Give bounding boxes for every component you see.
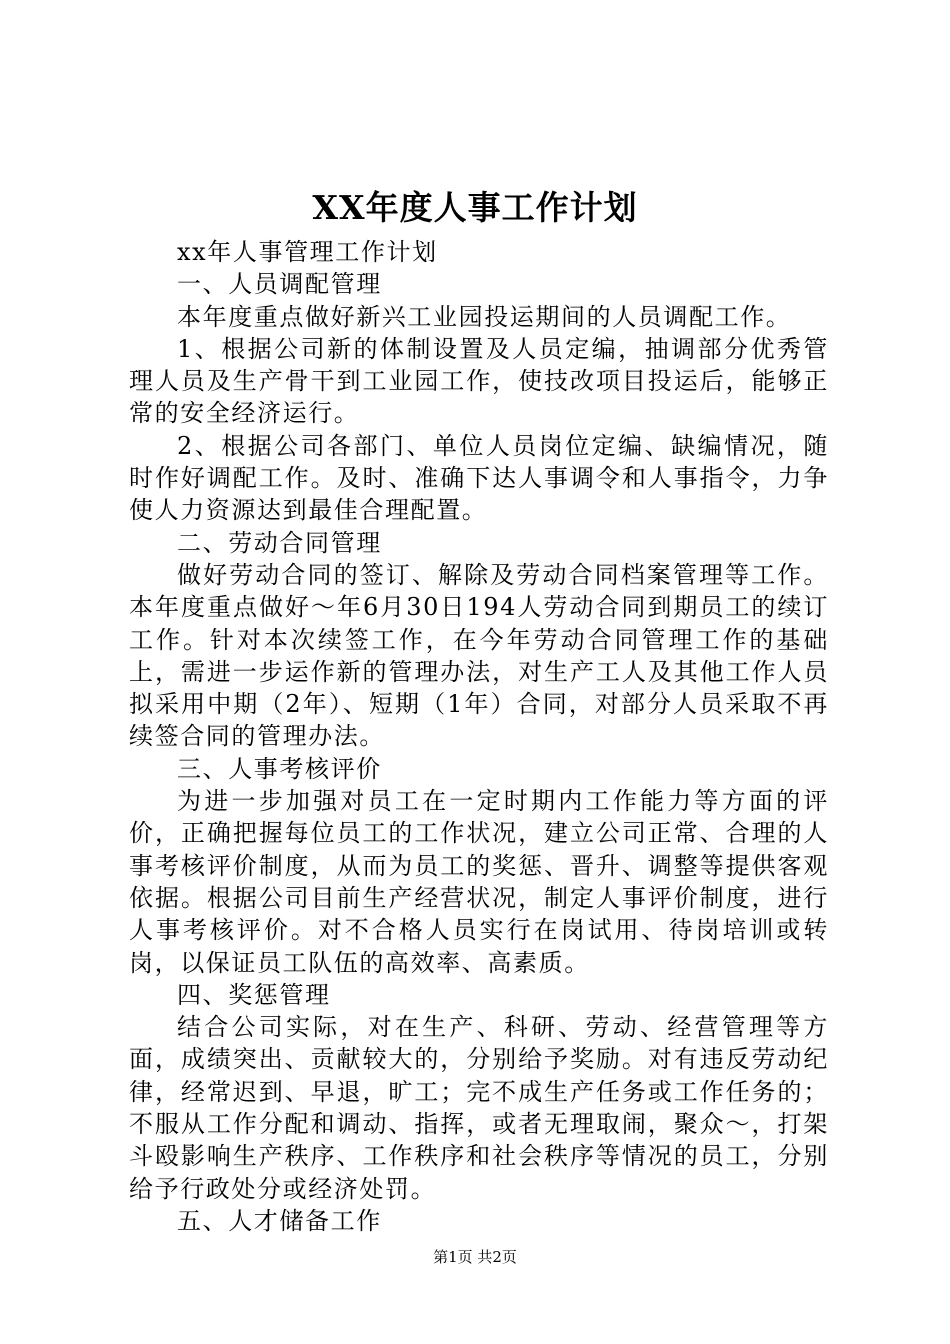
doc-subtitle: xx年人事管理工作计划	[177, 238, 438, 266]
section-heading-2: 二、劳动合同管理	[177, 528, 382, 557]
paragraph: 本年度重点做好新兴工业园投运期间的人员调配工作。	[177, 302, 792, 331]
paragraph: 结合公司实际，对在生产、科研、劳动、经营管理等方面，成绩突出、贡献较大的，分别给予奖励。对有违反劳动纪律，经常迟到、早退，旷工；完不成生产任务或工作任务的；不服从工作分配和调动、指挥，或者无理取闹，聚众～，打架斗殴影响生产秩序、工作秩序和社会秩序等情况的员工，分别给予行政处分或经济处罚。	[129, 1013, 829, 1203]
document-title: XX年度人事工作计划	[312, 188, 638, 227]
paragraph: 1、根据公司新的体制设置及人员定编，抽调部分优秀管理人员及生产骨干到工业园工作，使技改项目投运后，能够正常的安全经济运行。	[129, 334, 829, 428]
section-heading-4: 四、奖惩管理	[177, 980, 331, 1009]
document-body	[129, 236, 829, 1237]
section-heading-3: 三、人事考核评价	[177, 754, 382, 783]
section-heading-5: 五、人才储备工作	[177, 1206, 382, 1235]
page-footer: 第1页 共2页	[433, 1248, 517, 1266]
paragraph: 为进一步加强对员工在一定时期内工作能力等方面的评价，正确把握每位员工的工作状况，建立公司正常、合理的人事考核评价制度，从而为员工的奖惩、晋升、调整等提供客观依据。根据公司目前生产经营状况，制定人事评价制度，进行人事考核评价。对不合格人员实行在岗试用、待岗培训或转岗，以保证员工队伍的高效率、高素质。	[129, 787, 829, 977]
section-heading-1: 一、人员调配管理	[177, 270, 382, 299]
paragraph: 2、根据公司各部门、单位人员岗位定编、缺编情况，随时作好调配工作。及时、准确下达人事调令和人事指令，力争使人力资源达到最佳合理配置。	[129, 431, 829, 525]
paragraph: 做好劳动合同的签订、解除及劳动合同档案管理等工作。本年度重点做好～年6月30日194人劳动合同到期员工的续订工作。针对本次续签工作，在今年劳动合同管理工作的基础上，需进一步运作新的管理办法，对生产工人及其他工作人员拟采用中期（2年）、短期（1年）合同，对部分人员采取不再续签合同的管理办法。	[129, 560, 829, 751]
